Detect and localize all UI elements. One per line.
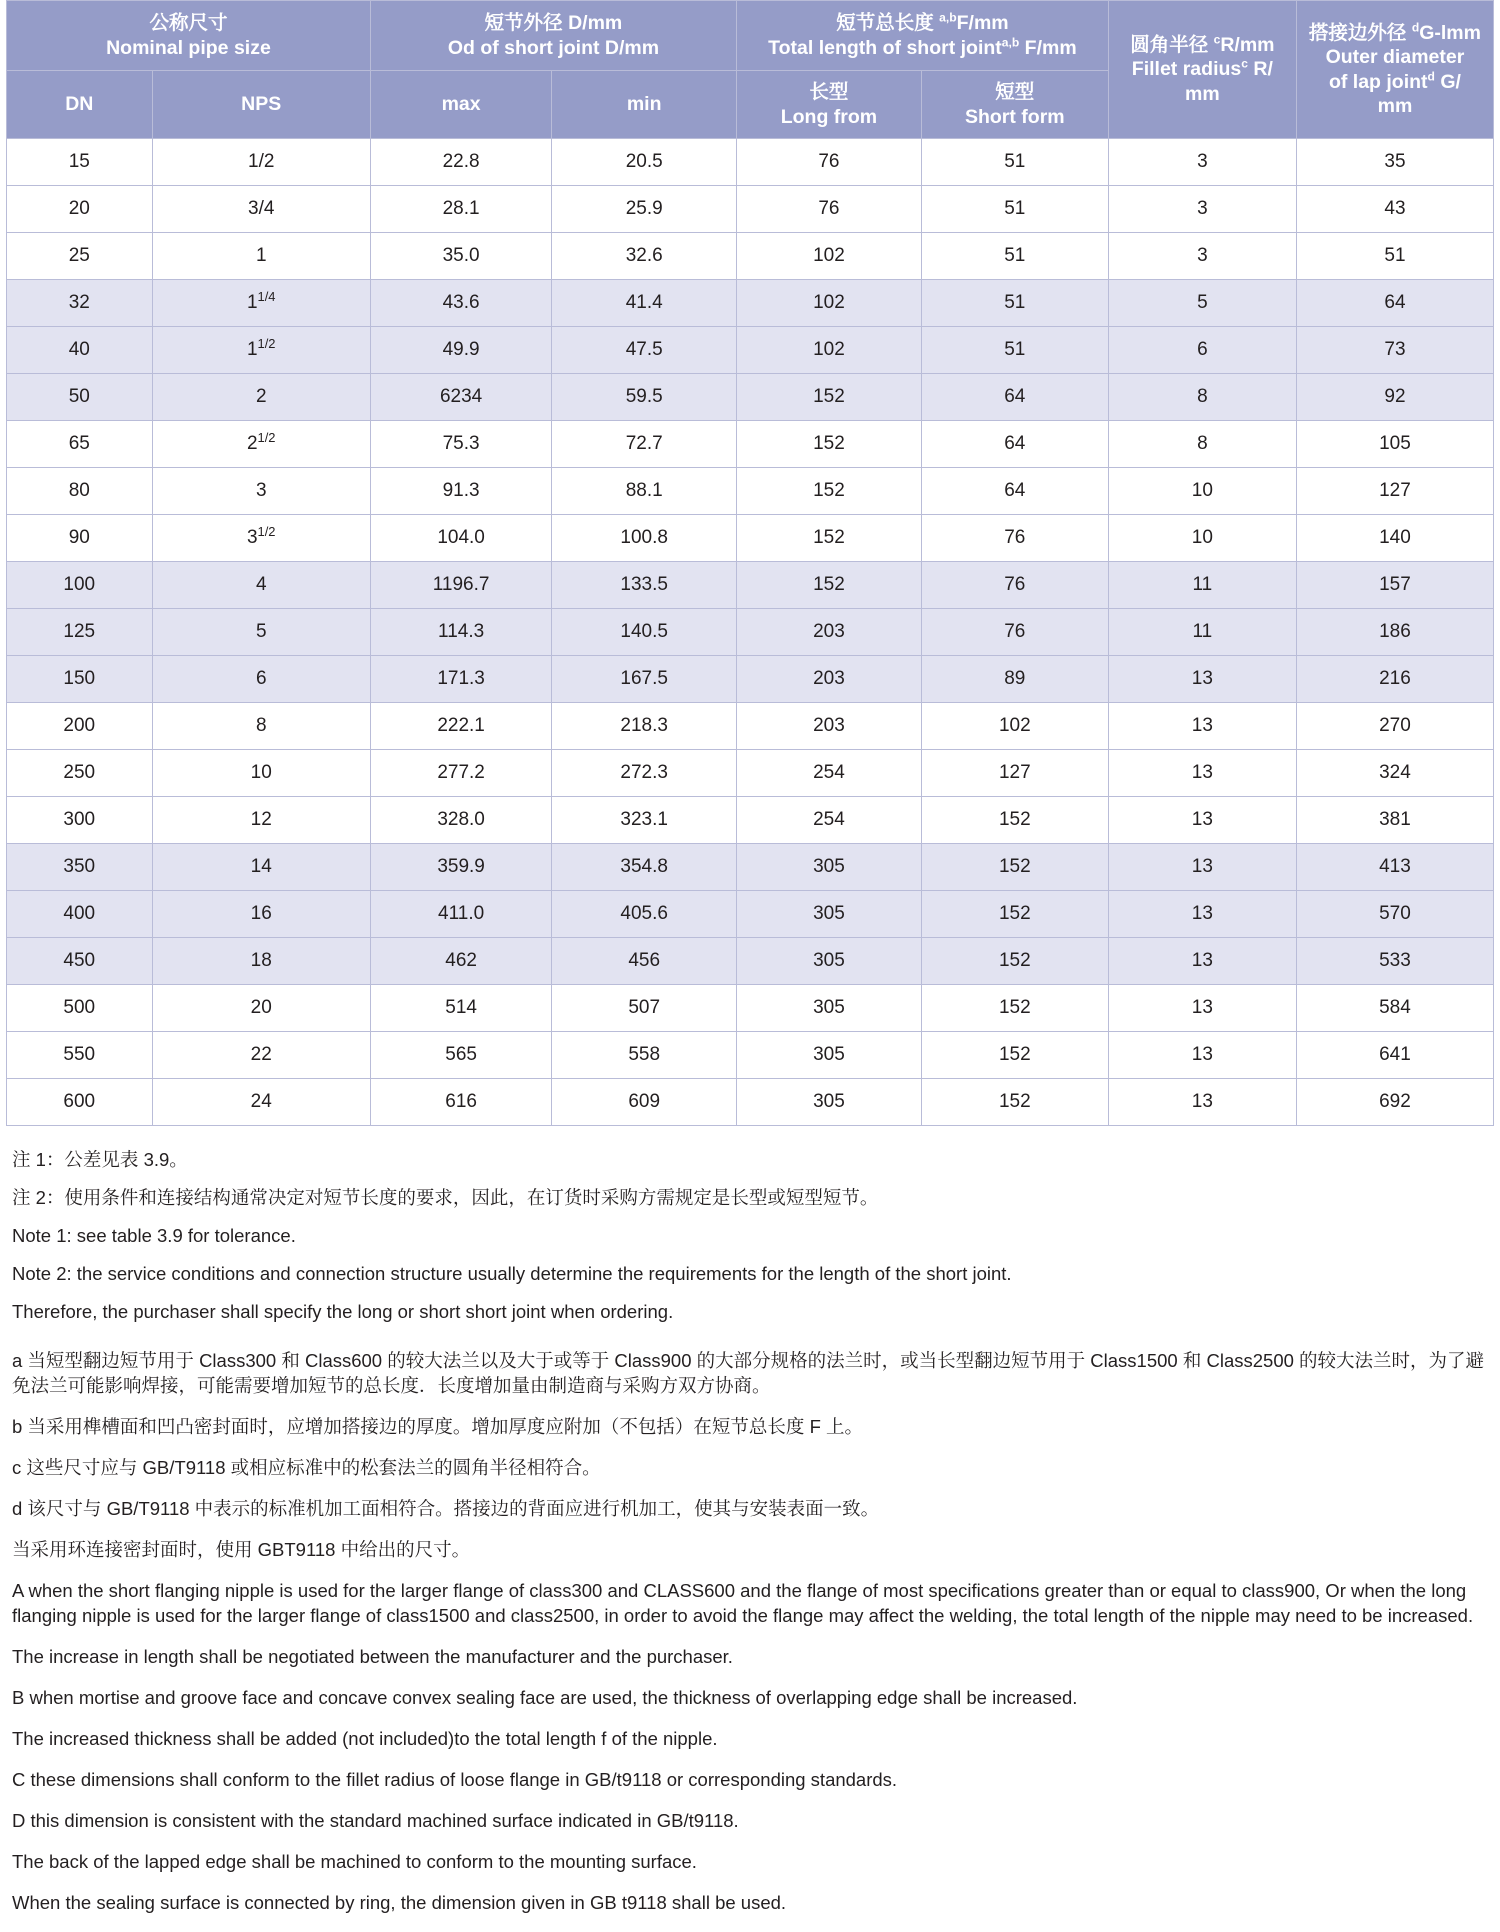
cell-fillet: 10 (1108, 515, 1296, 562)
cell-dn: 350 (7, 844, 153, 891)
header-lap-en: Outer diameter of lap joint$^d$ G/ mm (1325, 46, 1465, 118)
header-lap-cn: 搭接边外径 $^d$G-lmm (1308, 20, 1481, 44)
cell-max: 28.1 (370, 186, 551, 233)
cell-dn: 90 (7, 515, 153, 562)
table-row (7, 186, 1494, 233)
table-row (7, 656, 1494, 703)
cell-max: 104.0 (370, 515, 551, 562)
footnote-c-en: C these dimensions shall conform to the fillet radius of loose flange in GB/t9118 or corresponding standards. (12, 1768, 898, 1790)
table-row (7, 938, 1494, 985)
cell-min: 25.9 (552, 186, 737, 233)
cell-long: 152 (737, 562, 922, 609)
header-min: min (552, 71, 737, 139)
cell-lap: 73 (1296, 327, 1493, 374)
header-long-cn: 长型 (809, 81, 849, 104)
cell-min: 167.5 (552, 656, 737, 703)
cell-dn: 50 (7, 374, 153, 421)
cell-min: 558 (552, 1032, 737, 1079)
cell-max: 6234 (370, 374, 551, 421)
cell-dn: 150 (7, 656, 153, 703)
note-2-cn: 注 2：使用条件和连接结构通常决定对短节长度的要求，因此，在订货时采购方需规定是长型或短型短节。 (12, 1187, 879, 1209)
cell-fillet: 11 (1108, 562, 1296, 609)
cell-max: 43.6 (370, 280, 551, 327)
header-fillet-radius (1108, 1, 1296, 139)
table-row (7, 515, 1494, 562)
header-nps: NPS (152, 71, 370, 139)
cell-nps: 22 (152, 1032, 370, 1079)
cell-min: 456 (552, 938, 737, 985)
cell-nps: 1/2 (152, 139, 370, 186)
cell-min: 72.7 (552, 421, 737, 468)
header-nominal-cn: 公称尺寸 (149, 12, 228, 34)
cell-short: 76 (921, 562, 1108, 609)
table-header (7, 1, 1494, 139)
cell-dn: 80 (7, 468, 153, 515)
note-1-cn: 注 1：公差见表 3.9。 (12, 1149, 188, 1171)
table-row (7, 374, 1494, 421)
cell-dn: 20 (7, 186, 153, 233)
cell-fillet: 11 (1108, 609, 1296, 656)
note-2-en-cont: Therefore, the purchaser shall specify the long or short short joint when ordering. (12, 1301, 674, 1323)
cell-nps: 3/4 (152, 186, 370, 233)
cell-short: 152 (921, 844, 1108, 891)
cell-lap: 140 (1296, 515, 1493, 562)
cell-dn: 25 (7, 233, 153, 280)
cell-max: 1196.7 (370, 562, 551, 609)
cell-min: 272.3 (552, 750, 737, 797)
cell-short: 64 (921, 468, 1108, 515)
header-length-cn: 短节总长度 $^{a,b}$F/mm (836, 10, 1009, 34)
header-od-en: Od of short joint D/mm (447, 36, 660, 59)
cell-lap: 270 (1296, 703, 1493, 750)
cell-long: 152 (737, 374, 922, 421)
cell-max: 35.0 (370, 233, 551, 280)
footnote-b-cn: b 当采用榫槽面和凹凸密封面时，应增加搭接边的厚度。增加厚度应附加（不包括）在短节总长度 F 上。 (12, 1416, 864, 1438)
cell-fillet: 13 (1108, 844, 1296, 891)
cell-nps: 18 (152, 938, 370, 985)
footnote-a-cn: a 当短型翻边短节用于 Class300 和 Class600 的较大法兰以及大于或等于 Class900 的大部分规格的法兰时，或当长型翻边短节用于 Class1500 和 Class2500 的较大法兰时，为了避免法兰可能影响焊接，可能需要增加短节的总长度．长度增加量由制造商与采购方双方协商。 (12, 1350, 1485, 1397)
footnote-d-en-cont: The back of the lapped edge shall be machined to conform to the mounting surface. (12, 1850, 697, 1872)
cell-min: 88.1 (552, 468, 737, 515)
table-row (7, 1032, 1494, 1079)
table-row (7, 139, 1494, 186)
cell-dn: 40 (7, 327, 153, 374)
cell-lap: 35 (1296, 139, 1493, 186)
cell-dn: 65 (7, 421, 153, 468)
cell-fillet: 13 (1108, 891, 1296, 938)
cell-dn: 15 (7, 139, 153, 186)
cell-min: 59.5 (552, 374, 737, 421)
cell-short: 51 (921, 139, 1108, 186)
cell-max: 171.3 (370, 656, 551, 703)
table-row (7, 609, 1494, 656)
cell-short: 76 (921, 609, 1108, 656)
cell-lap: 105 (1296, 421, 1493, 468)
footnote-ring-en: When the sealing surface is connected by ring, the dimension given in GB t9118 shall be used. (12, 1891, 787, 1913)
footnote-d-en: D this dimension is consistent with the standard machined surface indicated in GB/t9118. (12, 1809, 739, 1831)
footnote-c-cn: c 这些尺寸应与 GB/T9118 或相应标准中的松套法兰的圆角半径相符合。 (12, 1457, 601, 1478)
cell-nps: 12 (152, 797, 370, 844)
cell-min: 32.6 (552, 233, 737, 280)
cell-long: 102 (737, 327, 922, 374)
notes-section (12, 1148, 1488, 1915)
cell-fillet: 13 (1108, 938, 1296, 985)
footnote-e-cn: 当采用环连接密封面时，使用 GBT9118 中给出的尺寸。 (12, 1538, 471, 1560)
cell-fillet: 13 (1108, 1032, 1296, 1079)
cell-fillet: 13 (1108, 656, 1296, 703)
header-od-short-joint (370, 1, 736, 71)
cell-lap: 186 (1296, 609, 1493, 656)
table-row (7, 327, 1494, 374)
cell-dn: 125 (7, 609, 153, 656)
cell-long: 152 (737, 421, 922, 468)
cell-nps: 20 (152, 985, 370, 1032)
cell-fillet: 8 (1108, 374, 1296, 421)
header-fillet-en: Fillet radius$^c$ R/ mm (1131, 56, 1273, 105)
cell-lap: 692 (1296, 1079, 1493, 1126)
header-long-en: Long from (780, 105, 878, 128)
cell-short: 89 (921, 656, 1108, 703)
cell-lap: 216 (1296, 656, 1493, 703)
table-row (7, 844, 1494, 891)
cell-min: 47.5 (552, 327, 737, 374)
cell-long: 203 (737, 656, 922, 703)
cell-dn: 400 (7, 891, 153, 938)
cell-lap: 641 (1296, 1032, 1493, 1079)
table-row (7, 891, 1494, 938)
cell-nps: 21/2 (152, 421, 370, 468)
cell-min: 20.5 (552, 139, 737, 186)
cell-min: 354.8 (552, 844, 737, 891)
cell-lap: 157 (1296, 562, 1493, 609)
cell-long: 305 (737, 985, 922, 1032)
cell-lap: 51 (1296, 233, 1493, 280)
cell-fillet: 13 (1108, 985, 1296, 1032)
cell-nps: 11/2 (152, 327, 370, 374)
header-total-length (737, 1, 1109, 71)
header-short-cn: 短型 (995, 81, 1035, 104)
cell-long: 203 (737, 703, 922, 750)
cell-max: 462 (370, 938, 551, 985)
cell-max: 359.9 (370, 844, 551, 891)
cell-fillet: 5 (1108, 280, 1296, 327)
cell-short: 64 (921, 374, 1108, 421)
cell-max: 411.0 (370, 891, 551, 938)
table-row (7, 421, 1494, 468)
table-row (7, 562, 1494, 609)
cell-fillet: 13 (1108, 1079, 1296, 1126)
cell-min: 507 (552, 985, 737, 1032)
cell-long: 305 (737, 1032, 922, 1079)
cell-nps: 8 (152, 703, 370, 750)
cell-min: 405.6 (552, 891, 737, 938)
cell-nps: 5 (152, 609, 370, 656)
cell-short: 51 (921, 280, 1108, 327)
cell-lap: 127 (1296, 468, 1493, 515)
cell-short: 51 (921, 327, 1108, 374)
cell-short: 152 (921, 938, 1108, 985)
cell-short: 152 (921, 891, 1108, 938)
table-row (7, 797, 1494, 844)
header-length-en: Total length of short joint$^{a,b}$ F/mm (768, 35, 1077, 59)
cell-dn: 100 (7, 562, 153, 609)
cell-min: 100.8 (552, 515, 737, 562)
cell-fillet: 13 (1108, 750, 1296, 797)
cell-min: 41.4 (552, 280, 737, 327)
pipe-dimensions-table (6, 0, 1494, 1126)
footnote-b-en-cont: The increased thickness shall be added (not included)to the total length f of the nipple. (12, 1727, 718, 1749)
header-lap-joint-od (1296, 1, 1493, 139)
table-row (7, 703, 1494, 750)
footnote-a-en-cont: The increase in length shall be negotiated between the manufacturer and the purchaser. (12, 1645, 733, 1667)
header-nominal-en: Nominal pipe size (106, 36, 271, 59)
cell-short: 51 (921, 233, 1108, 280)
cell-long: 254 (737, 797, 922, 844)
cell-max: 49.9 (370, 327, 551, 374)
cell-short: 127 (921, 750, 1108, 797)
table-row (7, 233, 1494, 280)
cell-dn: 450 (7, 938, 153, 985)
header-short-en: Short form (964, 105, 1065, 128)
cell-max: 91.3 (370, 468, 551, 515)
cell-nps: 10 (152, 750, 370, 797)
cell-nps: 31/2 (152, 515, 370, 562)
cell-long: 305 (737, 938, 922, 985)
cell-max: 328.0 (370, 797, 551, 844)
cell-nps: 6 (152, 656, 370, 703)
cell-min: 609 (552, 1079, 737, 1126)
cell-nps: 4 (152, 562, 370, 609)
header-long-form (737, 71, 922, 139)
footnote-d-cn: d 该尺寸与 GB/T9118 中表示的标准机加工面相符合。搭接边的背面应进行机加工，使其与安装表面一致。 (12, 1497, 880, 1519)
cell-min: 218.3 (552, 703, 737, 750)
cell-short: 152 (921, 985, 1108, 1032)
footnote-b-en: B when mortise and groove face and concave convex sealing face are used, the thickness of overlapping edge shall be increased. (12, 1686, 1078, 1708)
cell-dn: 600 (7, 1079, 153, 1126)
cell-fillet: 13 (1108, 797, 1296, 844)
cell-long: 254 (737, 750, 922, 797)
cell-fillet: 3 (1108, 139, 1296, 186)
table-row (7, 750, 1494, 797)
cell-fillet: 8 (1108, 421, 1296, 468)
cell-long: 102 (737, 280, 922, 327)
cell-nps: 1 (152, 233, 370, 280)
cell-max: 22.8 (370, 139, 551, 186)
cell-lap: 381 (1296, 797, 1493, 844)
cell-long: 305 (737, 891, 922, 938)
cell-min: 133.5 (552, 562, 737, 609)
cell-lap: 43 (1296, 186, 1493, 233)
cell-dn: 550 (7, 1032, 153, 1079)
cell-fillet: 6 (1108, 327, 1296, 374)
cell-min: 140.5 (552, 609, 737, 656)
cell-fillet: 13 (1108, 703, 1296, 750)
cell-fillet: 3 (1108, 186, 1296, 233)
note-2-en: Note 2: the service conditions and connection structure usually determine the requirements for the length of the short joint. (12, 1263, 1012, 1285)
table-row (7, 468, 1494, 515)
cell-lap: 584 (1296, 985, 1493, 1032)
cell-long: 76 (737, 139, 922, 186)
note-1-en: Note 1: see table 3.9 for tolerance. (12, 1225, 296, 1247)
cell-lap: 570 (1296, 891, 1493, 938)
cell-max: 114.3 (370, 609, 551, 656)
cell-nps: 11/4 (152, 280, 370, 327)
cell-fillet: 3 (1108, 233, 1296, 280)
cell-nps: 14 (152, 844, 370, 891)
cell-fillet: 10 (1108, 468, 1296, 515)
cell-short: 152 (921, 1032, 1108, 1079)
cell-dn: 32 (7, 280, 153, 327)
header-group-row (7, 1, 1494, 71)
table-body (7, 139, 1494, 1126)
cell-short: 64 (921, 421, 1108, 468)
cell-long: 152 (737, 515, 922, 562)
cell-max: 75.3 (370, 421, 551, 468)
cell-nps: 24 (152, 1079, 370, 1126)
table-row (7, 1079, 1494, 1126)
table-row (7, 280, 1494, 327)
cell-long: 305 (737, 844, 922, 891)
footnote-a-en: A when the short flanging nipple is used for the larger flange of class300 and CLASS600 and the flange of most specifications greater than or equal to class900, Or when the long flanging nipple is used for the larger flange of class1500 and class2500, in order to avoid the flange may affect the welding, the total length of the nipple may need to be increased. (12, 1579, 1474, 1626)
cell-max: 616 (370, 1079, 551, 1126)
cell-nps: 2 (152, 374, 370, 421)
cell-lap: 64 (1296, 280, 1493, 327)
header-nominal-pipe-size (7, 1, 371, 71)
header-short-form (921, 71, 1108, 139)
cell-min: 323.1 (552, 797, 737, 844)
cell-short: 51 (921, 186, 1108, 233)
table-row (7, 985, 1494, 1032)
cell-lap: 413 (1296, 844, 1493, 891)
cell-max: 514 (370, 985, 551, 1032)
cell-short: 152 (921, 1079, 1108, 1126)
cell-long: 203 (737, 609, 922, 656)
cell-dn: 500 (7, 985, 153, 1032)
header-max: max (370, 71, 551, 139)
cell-dn: 200 (7, 703, 153, 750)
cell-long: 102 (737, 233, 922, 280)
cell-short: 76 (921, 515, 1108, 562)
header-od-cn: 短节外径 D/mm (484, 12, 623, 34)
cell-dn: 300 (7, 797, 153, 844)
cell-long: 152 (737, 468, 922, 515)
cell-max: 222.1 (370, 703, 551, 750)
cell-long: 76 (737, 186, 922, 233)
header-fillet-cn: 圆角半径 $^c$R/mm (1130, 32, 1275, 56)
cell-short: 152 (921, 797, 1108, 844)
cell-max: 277.2 (370, 750, 551, 797)
header-dn: DN (7, 71, 153, 139)
cell-lap: 324 (1296, 750, 1493, 797)
cell-max: 565 (370, 1032, 551, 1079)
cell-nps: 3 (152, 468, 370, 515)
cell-short: 102 (921, 703, 1108, 750)
cell-lap: 533 (1296, 938, 1493, 985)
cell-long: 305 (737, 1079, 922, 1126)
cell-dn: 250 (7, 750, 153, 797)
cell-lap: 92 (1296, 374, 1493, 421)
cell-nps: 16 (152, 891, 370, 938)
